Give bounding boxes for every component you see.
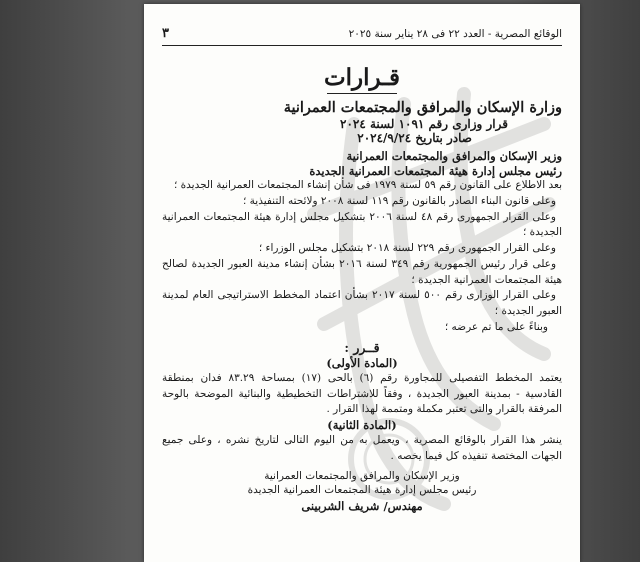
recital-paragraph: وعلى قرار رئيس الجمهورية رقم ٣٤٩ لسنة ٢٠١٦ بشأن إنشاء مدينة العبور الجديدة لصالح هيئة المجتمعات العمرانية الجديدة ؛ bbox=[162, 257, 562, 286]
recital-paragraph: وعلى القرار الجمهورى رقم ٢٢٩ لسنة ٢٠١٨ بتشكيل مجلس الوزراء ؛ bbox=[258, 242, 556, 255]
recitals bbox=[162, 178, 562, 336]
article-2-heading: (المادة الثانية) bbox=[327, 418, 397, 433]
section-title: قـرارات bbox=[324, 64, 400, 91]
signature-title-line: وزير الإسكان والمرافق والمجتمعات العمرانية bbox=[264, 469, 460, 482]
article-2-text: ينشر هذا القرار بالوقائع المصرية ، ويعمل به من اليوم التالى لتاريخ نشره ، وعلى جميع الجهات المختصة تنفيذه كل فيما يخصه . bbox=[162, 434, 562, 462]
article-1-text: يعتمد المخطط التفصيلى للمجاورة رقم (٦) بالحى (١٧) بمساحة ٨٣.٢٩ فدان بمنطقة القادسية - بمدينة العبور الجديدة ، وفقاً للاشتراطات التخطيطية والبنائية الموضحة بالوحة المرفقة بالقرار والتى تعتبر مكملة ومتممة لهذا القرار . bbox=[162, 371, 563, 416]
decree-number: قرار وزارى رقم ١٠٩١ لسنة ٢٠٢٤ bbox=[340, 116, 508, 131]
recital-paragraph: وعلى القرار الجمهورى رقم ٤٨ لسنة ٢٠٠٦ بتشكيل مجلس إدارة هيئة المجتمعات العمرانية الجديدة ؛ bbox=[162, 210, 562, 239]
minister-title-line: وزير الإسكان والمرافق والمجتمعات العمرانية bbox=[346, 149, 562, 164]
ministry-name: وزارة الإسكان والمرافق والمجتمعات العمرانية bbox=[283, 99, 562, 116]
article-1-heading: (المادة الأولى) bbox=[326, 355, 398, 370]
gazette-issue-line: الوقائع المصرية - العدد ٢٢ فى ٢٨ يناير سنة ٢٠٢٥ bbox=[348, 27, 562, 40]
running-header bbox=[162, 26, 562, 46]
page-number: ٣ bbox=[162, 26, 169, 41]
signature-title-line: رئيس مجلس إدارة هيئة المجتمعات العمرانية الجديدة bbox=[247, 484, 477, 497]
recital-paragraph: وعلى قانون البناء الصادر بالقانون رقم ١١٩ لسنة ٢٠٠٨ ولائحته التنفيذية ؛ bbox=[242, 194, 556, 207]
recital-paragraph: بعد الاطلاع على القانون رقم ٥٩ لسنة ١٩٧٩ فى شأن إنشاء المجتمعات العمرانية الجديدة ؛ bbox=[173, 179, 562, 192]
minister-title-line: رئيس مجلس إدارة هيئة المجتمعات العمرانية الجديدة bbox=[309, 163, 562, 178]
signature-block bbox=[162, 469, 562, 498]
signatory-name: مهندس/ شريف الشربينى bbox=[301, 498, 423, 513]
gazette-page bbox=[144, 4, 580, 562]
page-content bbox=[162, 4, 562, 514]
issuing-authority bbox=[162, 149, 562, 178]
recital-paragraph: وعلى القرار الوزارى رقم ٥٠٠ لسنة ٢٠١٧ بشأن اعتماد المخطط الاستراتيجى العام لمدينة العبور الجديدة ؛ bbox=[162, 289, 562, 318]
title-underline bbox=[327, 93, 397, 94]
decision-heading: قــرر : bbox=[344, 339, 380, 355]
recital-closing: وبناءً على ما تم عرضه ؛ bbox=[444, 320, 548, 333]
issue-date: صادر بتاريخ ٢٠٢٤/٩/٢٤ bbox=[357, 131, 472, 146]
